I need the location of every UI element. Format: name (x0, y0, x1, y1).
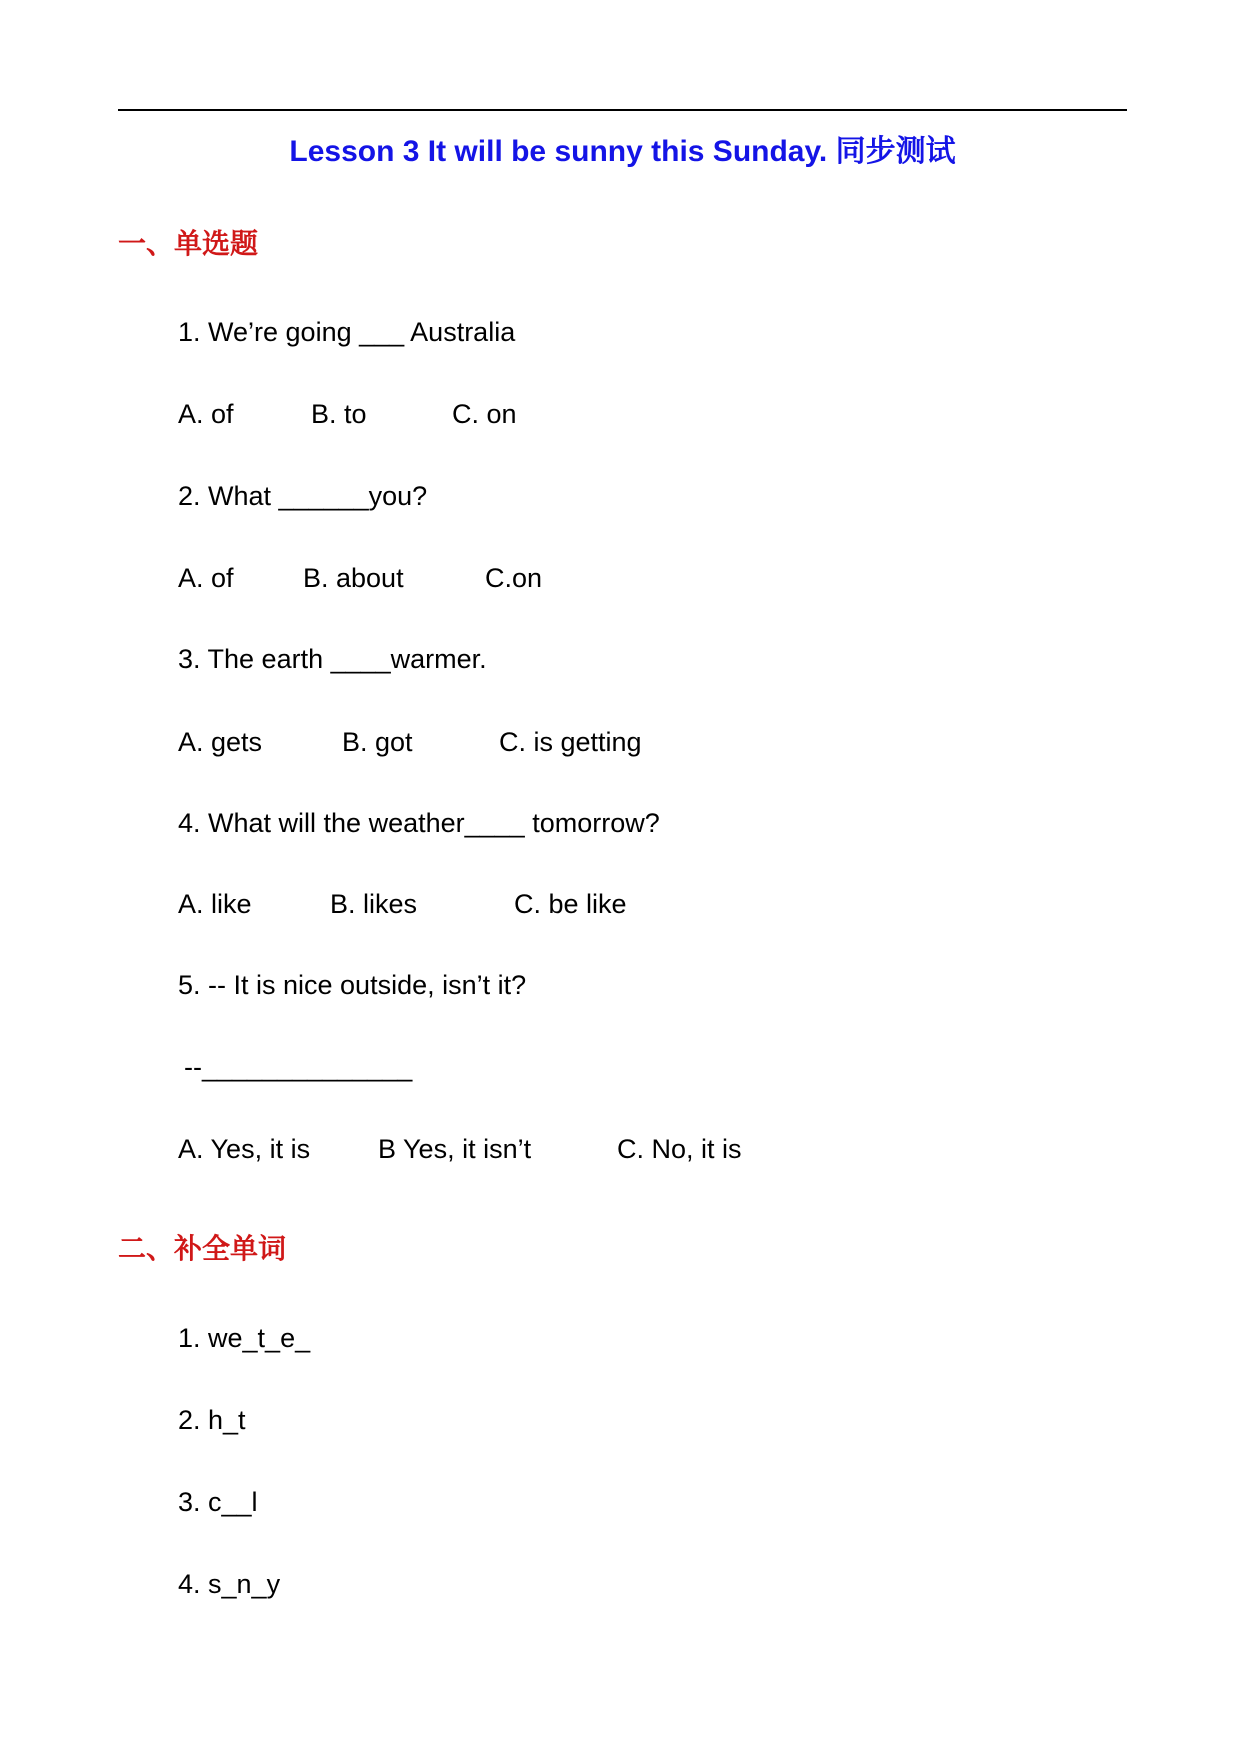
top-rule (118, 109, 1127, 111)
option-1-c: C. on (452, 399, 517, 429)
option-3-c: C. is getting (499, 727, 642, 757)
question-stem-4: 4. What will the weather____ tomorrow? (178, 808, 660, 838)
option-4-a: A. like (178, 889, 252, 919)
document-title: Lesson 3 It will be sunny this Sunday. 同步测试 (289, 135, 956, 168)
word-item-1: 1. we_t_e_ (178, 1323, 311, 1353)
section-heading-single-choice: 一、单选题 (118, 227, 259, 260)
option-4-b: B. likes (330, 889, 418, 919)
option-2-b: B. about (303, 563, 404, 593)
option-1-a: A. of (178, 399, 234, 429)
question-stem-5: 5. -- It is nice outside, isn’t it? (178, 970, 527, 1000)
option-5-a: A. Yes, it is (178, 1134, 311, 1164)
question-stem-1: 1. We’re going ___ Australia (178, 317, 516, 347)
option-5-b: B Yes, it isn’t (378, 1134, 532, 1164)
answer-line-5: --______________ (184, 1052, 413, 1082)
option-2-c: C.on (485, 563, 543, 593)
section-heading-complete-words: 二、补全单词 (118, 1232, 287, 1265)
question-stem-2: 2. What ______you? (178, 481, 428, 511)
option-5-c: C. No, it is (617, 1134, 742, 1164)
option-3-b: B. got (342, 727, 413, 757)
option-3-a: A. gets (178, 727, 263, 757)
option-4-c: C. be like (514, 889, 627, 919)
option-1-b: B. to (311, 399, 367, 429)
option-2-a: A. of (178, 563, 234, 593)
word-item-2: 2. h_t (178, 1405, 246, 1435)
word-item-4: 4. s_n_y (178, 1569, 281, 1599)
question-stem-3: 3. The earth ____warmer. (178, 644, 487, 674)
word-item-3: 3. c__l (178, 1487, 258, 1517)
